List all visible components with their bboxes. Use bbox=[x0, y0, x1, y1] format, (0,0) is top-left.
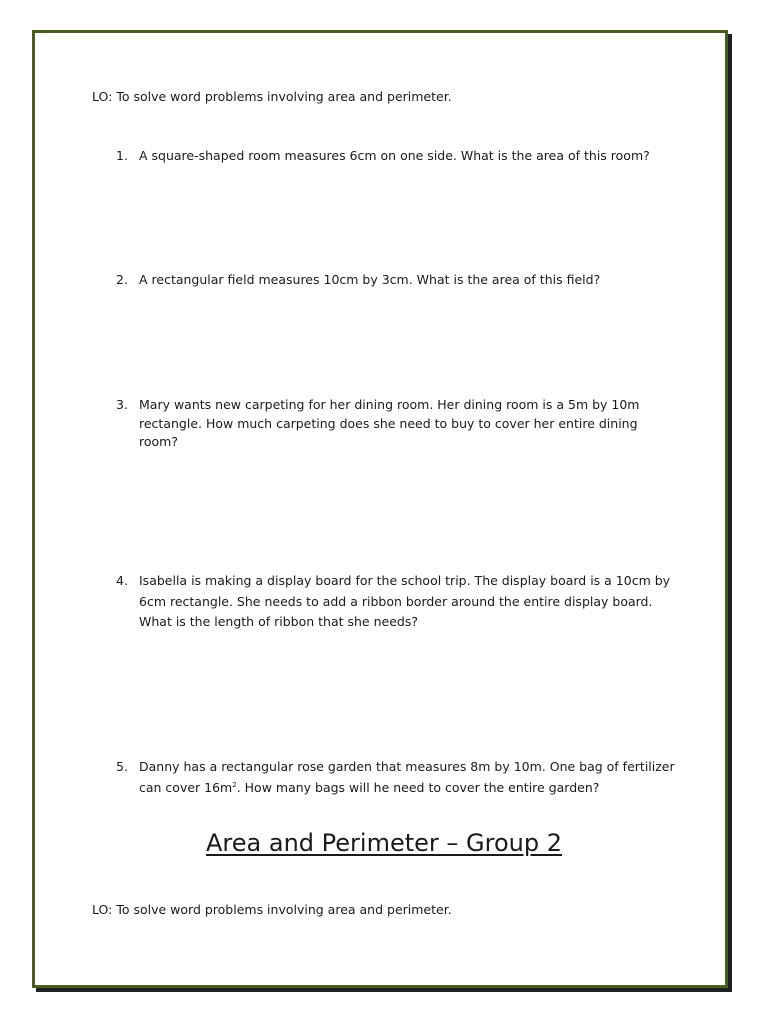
question-number: 2. bbox=[116, 272, 128, 287]
question-number: 3. bbox=[116, 397, 128, 412]
question-text: A rectangular field measures 10cm by 3cm. What is the area of this field? bbox=[139, 272, 601, 287]
question-2 bbox=[116, 271, 676, 290]
question-1 bbox=[116, 147, 676, 166]
learning-objective: LO: To solve word problems involving area and perimeter. bbox=[92, 902, 452, 917]
question-4 bbox=[116, 571, 676, 633]
question-text-part: Danny has a rectangular rose garden that measures 8m by 10m. One bag of fertilizer can cover 16m bbox=[139, 759, 675, 795]
learning-objective: LO: To solve word problems involving area and perimeter. bbox=[92, 89, 452, 104]
question-text bbox=[139, 757, 676, 798]
question-number: 1. bbox=[116, 148, 128, 163]
question-3 bbox=[116, 396, 676, 452]
question-text: Mary wants new carpeting for her dining room. Her dining room is a 5m by 10m rectangle. How much carpeting does she need to buy to cover her entire dining room? bbox=[139, 397, 640, 449]
question-number: 4. bbox=[116, 573, 128, 588]
group-heading bbox=[0, 826, 768, 860]
question-text: A square-shaped room measures 6cm on one side. What is the area of this room? bbox=[139, 148, 650, 163]
superscript-exponent: 2 bbox=[232, 780, 237, 789]
group-heading-text: Area and Perimeter – Group 2 bbox=[206, 829, 562, 857]
question-text: Isabella is making a display board for the school trip. The display board is a 10cm by 6cm rectangle. She needs to add a ribbon border around the entire display board. What is the length of ribbon that she needs? bbox=[139, 573, 671, 629]
question-text-part: . How many bags will he need to cover the entire garden? bbox=[236, 779, 600, 795]
question-number: 5. bbox=[116, 759, 128, 774]
question-5 bbox=[116, 757, 676, 798]
